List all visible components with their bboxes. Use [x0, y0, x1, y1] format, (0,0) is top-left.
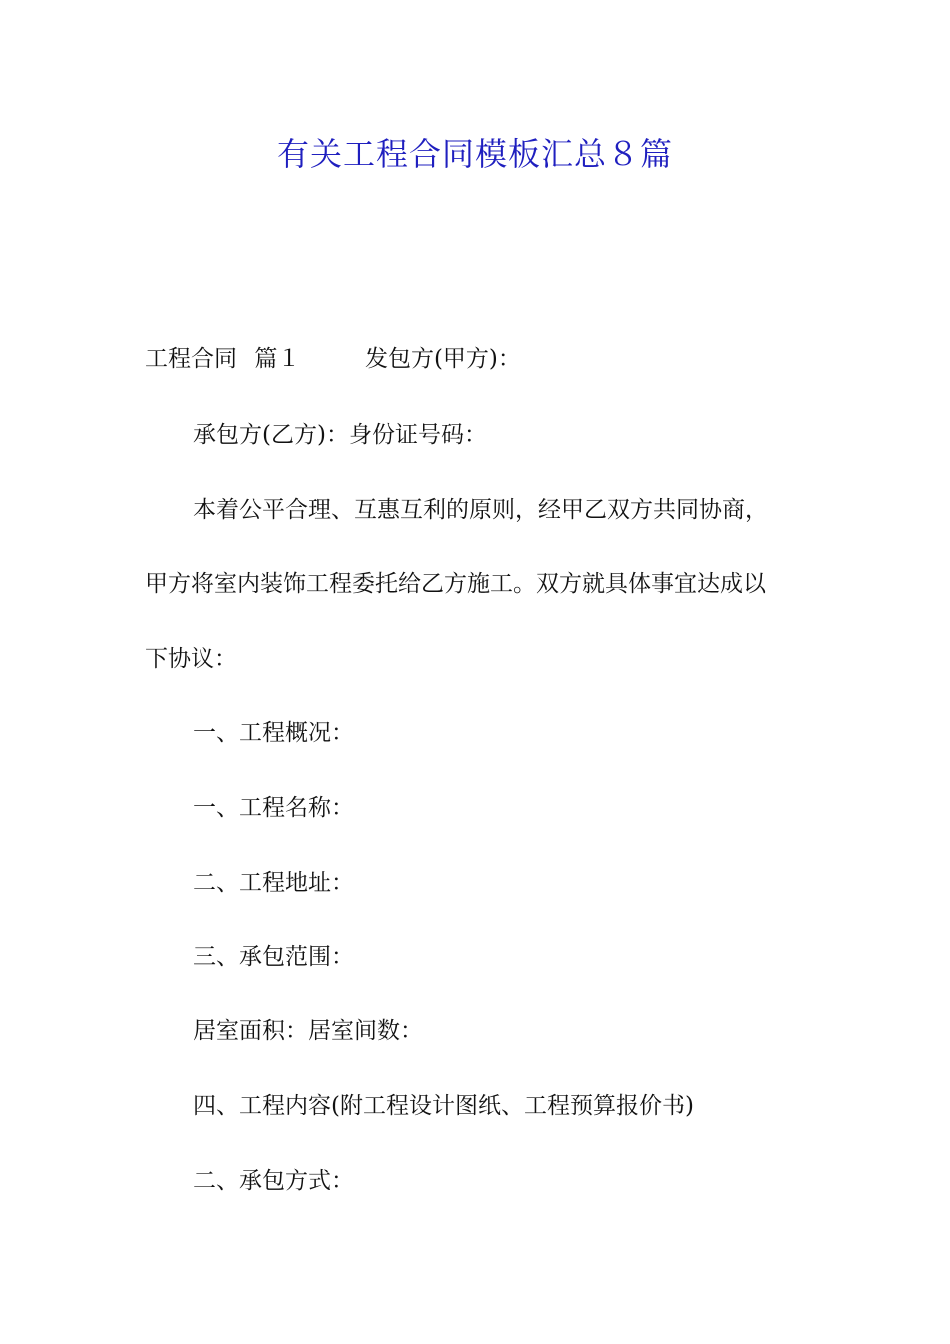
- paragraph-line: 二、承包方式：: [193, 1168, 354, 1194]
- document-title: 有关工程合同模板汇总８篇: [276, 135, 673, 173]
- paragraph-line: 本着公平合理、互惠互利的原则，经甲乙双方共同协商，: [193, 497, 768, 523]
- paragraph-line: 二、工程地址：: [193, 870, 354, 896]
- paragraph-line: 一、工程名称：: [193, 795, 354, 821]
- paragraph-line: 甲方将室内装饰工程委托给乙方施工。双方就具体事宜达成以: [145, 571, 766, 597]
- section-number: 篇１: [254, 346, 301, 372]
- party-a-label: 发包方(甲方)：: [364, 346, 521, 372]
- paragraph-line: 四、工程内容(附工程设计图纸、工程预算报价书): [193, 1093, 694, 1119]
- paragraph-line: 居室面积：居室间数：: [193, 1018, 423, 1044]
- paragraph-line: 一、工程概况：: [193, 720, 354, 746]
- paragraph-line: 承包方(乙方)：身份证号码：: [193, 422, 487, 448]
- section-label: 工程合同: [145, 346, 237, 372]
- paragraph-line: 下协议：: [145, 646, 237, 672]
- paragraph-line: 三、承包范围：: [193, 944, 354, 970]
- heading-line: [145, 344, 521, 374]
